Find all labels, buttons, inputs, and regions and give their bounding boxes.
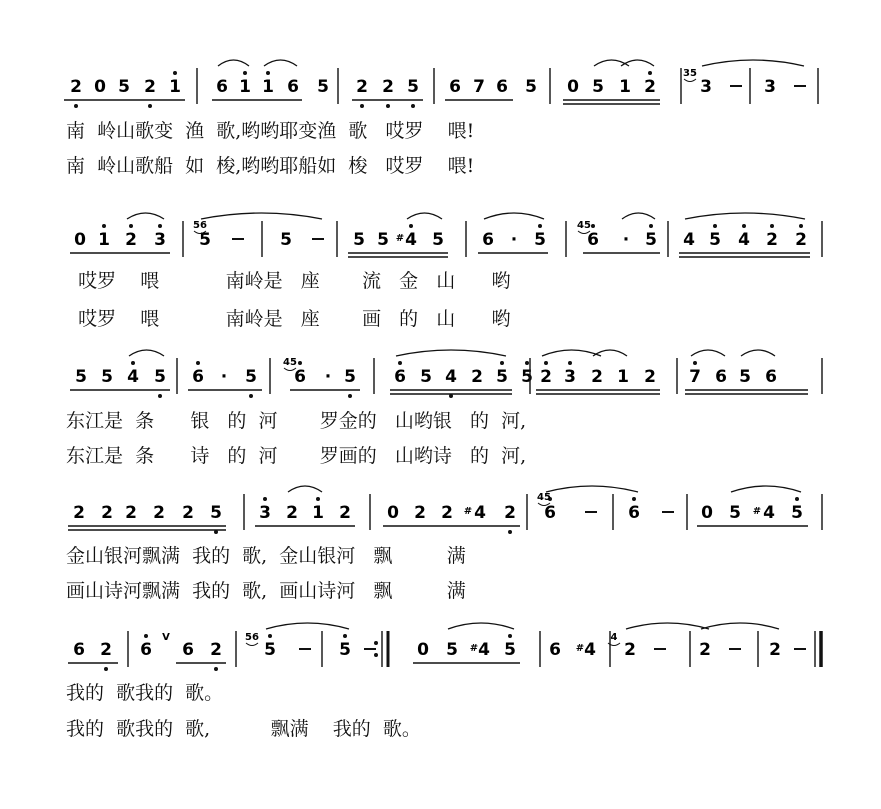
slur (622, 213, 655, 219)
octave-dot (144, 634, 148, 638)
repeat-dot (374, 653, 378, 657)
octave-dot (348, 394, 352, 398)
lyric-line: 东江是 条 诗 的 河 罗画的 山哟诗 的 河, (66, 445, 527, 467)
repeat-dot (374, 641, 378, 645)
octave-dot (196, 361, 200, 365)
note: 2 (144, 77, 156, 97)
note: 2 (382, 77, 394, 97)
note: 5 (339, 640, 351, 660)
octave-dot (632, 497, 636, 501)
octave-dot (742, 224, 746, 228)
note: 4 (763, 503, 775, 523)
note: 4 (474, 503, 486, 523)
note: 5 (592, 77, 604, 97)
note: 1 (617, 367, 629, 387)
slur (701, 623, 779, 629)
octave-dot (173, 71, 177, 75)
note: 6 (394, 367, 406, 387)
grace-note: 45 (283, 357, 297, 368)
note: 6 (140, 640, 152, 660)
note: 4 (478, 640, 490, 660)
note: 2 (356, 77, 368, 97)
note: 2 (540, 367, 552, 387)
sharp-sign: # (463, 506, 473, 517)
slur (594, 60, 629, 66)
dot-note: · (622, 230, 630, 250)
grace-note: 45 (537, 492, 551, 503)
note: 2 (339, 503, 351, 523)
octave-dot (158, 394, 162, 398)
octave-dot (243, 71, 247, 75)
note: 4 (405, 230, 417, 250)
note: 5 (432, 230, 444, 250)
note: 6 (587, 230, 599, 250)
octave-dot (266, 71, 270, 75)
note: 1 (169, 77, 181, 97)
note: 5 (210, 503, 222, 523)
octave-dot (795, 497, 799, 501)
octave-dot (249, 394, 253, 398)
slur (448, 623, 514, 629)
slur (691, 350, 725, 356)
octave-dot (268, 634, 272, 638)
note: 2 (101, 503, 113, 523)
breath-mark: V (162, 632, 170, 643)
note: 2 (644, 367, 656, 387)
note: 6 (192, 367, 204, 387)
note: 5 (645, 230, 657, 250)
lyric-line: 金山银河飘满 我的 歌, 金山银河 飘 满 (66, 545, 466, 567)
note: 3 (764, 77, 776, 97)
note: 6 (216, 77, 228, 97)
octave-dot (104, 667, 108, 671)
slur (731, 486, 801, 492)
note: 5 (420, 367, 432, 387)
note: 3 (259, 503, 271, 523)
note: 1 (312, 503, 324, 523)
lyric-line: 哎罗 喂 南岭是 座 画 的 山 哟 (66, 308, 511, 330)
octave-dot (693, 361, 697, 365)
note: 2 (644, 77, 656, 97)
octave-dot (411, 104, 415, 108)
note: 2 (125, 230, 137, 250)
octave-dot (544, 361, 548, 365)
note: 5 (739, 367, 751, 387)
slur (621, 60, 654, 66)
octave-dot (74, 104, 78, 108)
slur (264, 60, 297, 66)
note: 5 (504, 640, 516, 660)
note: 3 (700, 77, 712, 97)
octave-dot (591, 224, 595, 228)
octave-dot (525, 361, 529, 365)
note: 2 (153, 503, 165, 523)
note: 5 (521, 367, 533, 387)
slur (702, 60, 804, 66)
octave-dot (508, 530, 512, 534)
note: 1 (98, 230, 110, 250)
note: 6 (549, 640, 561, 660)
octave-dot (102, 224, 106, 228)
octave-dot (568, 361, 572, 365)
note: 3 (564, 367, 576, 387)
octave-dot (158, 224, 162, 228)
grace-slur (246, 643, 258, 646)
note: 5 (407, 77, 419, 97)
lyric-line: 南 岭山歌船 如 梭,哟哟耶船如 梭 哎罗 喂! (66, 155, 475, 177)
slur (266, 623, 349, 629)
grace-note: 56 (245, 632, 259, 643)
note: 5 (344, 367, 356, 387)
octave-dot (649, 224, 653, 228)
note: 2 (624, 640, 636, 660)
note: 4 (738, 230, 750, 250)
lyric-line: 哎罗 喂 南岭是 座 流 金 山 哟 (66, 270, 511, 292)
grace-note: 35 (683, 68, 697, 79)
slur (741, 350, 775, 356)
note: 2 (210, 640, 222, 660)
note: 1 (619, 77, 631, 97)
slur (546, 486, 638, 492)
sharp-sign: # (395, 233, 405, 244)
note: 0 (567, 77, 579, 97)
octave-dot (263, 497, 267, 501)
note: 4 (127, 367, 139, 387)
octave-dot (360, 104, 364, 108)
note: 5 (101, 367, 113, 387)
octave-dot (713, 224, 717, 228)
slur (484, 213, 544, 219)
note: 5 (317, 77, 329, 97)
octave-dot (500, 361, 504, 365)
slur (288, 486, 322, 492)
note: 2 (471, 367, 483, 387)
note: 4 (445, 367, 457, 387)
note: 6 (449, 77, 461, 97)
octave-dot (398, 361, 402, 365)
note: 6 (73, 640, 85, 660)
note: 0 (701, 503, 713, 523)
note: 5 (709, 230, 721, 250)
lyric-line: 东江是 条 银 的 河 罗金的 山哟银 的 河, (66, 410, 527, 432)
note: 6 (765, 367, 777, 387)
octave-dot (799, 224, 803, 228)
note: 3 (154, 230, 166, 250)
octave-dot (538, 224, 542, 228)
note: 4 (683, 230, 695, 250)
note: 2 (182, 503, 194, 523)
note: 2 (504, 503, 516, 523)
octave-dot (148, 104, 152, 108)
note: 2 (766, 230, 778, 250)
lyric-line: 画山诗河飘满 我的 歌, 画山诗河 飘 满 (66, 580, 466, 602)
note: 5 (118, 77, 130, 97)
note: 0 (74, 230, 86, 250)
note: 7 (689, 367, 701, 387)
note: 2 (286, 503, 298, 523)
octave-dot (648, 71, 652, 75)
sharp-sign: # (575, 643, 585, 654)
octave-dot (316, 497, 320, 501)
note: 2 (414, 503, 426, 523)
lyric-line: 南 岭山歌变 渔 歌,哟哟耶变渔 歌 哎罗 喂! (66, 120, 475, 142)
slur (407, 213, 442, 219)
slur (201, 213, 322, 219)
octave-dot (386, 104, 390, 108)
sharp-sign: # (752, 506, 762, 517)
note: 5 (280, 230, 292, 250)
octave-dot (343, 634, 347, 638)
note: 2 (70, 77, 82, 97)
note: 2 (769, 640, 781, 660)
note: 6 (544, 503, 556, 523)
note: 6 (182, 640, 194, 660)
note: 5 (199, 230, 211, 250)
note: 1 (262, 77, 274, 97)
slur (127, 213, 164, 219)
note: 0 (94, 77, 106, 97)
octave-dot (770, 224, 774, 228)
note: 2 (125, 503, 137, 523)
grace-note: 4 (610, 632, 618, 643)
note: 5 (729, 503, 741, 523)
dot-note: · (510, 230, 518, 250)
note: 2 (100, 640, 112, 660)
slur (218, 60, 249, 66)
note: 5 (353, 230, 365, 250)
note: 5 (264, 640, 276, 660)
note: 2 (591, 367, 603, 387)
dot-note: · (220, 367, 228, 387)
note: 5 (446, 640, 458, 660)
lyric-line: 我的 歌我的 歌, 飘满 我的 歌。 (66, 718, 421, 740)
grace-note: 56 (193, 220, 207, 231)
note: 1 (239, 77, 251, 97)
note: 4 (584, 640, 596, 660)
octave-dot (131, 361, 135, 365)
note: 6 (496, 77, 508, 97)
octave-dot (129, 224, 133, 228)
lyric-line: 我的 歌我的 歌。 (66, 682, 224, 704)
note: 0 (417, 640, 429, 660)
note: 6 (287, 77, 299, 97)
note: 6 (715, 367, 727, 387)
sharp-sign: # (469, 643, 479, 654)
note: 6 (482, 230, 494, 250)
octave-dot (409, 224, 413, 228)
note: 2 (73, 503, 85, 523)
note: 6 (294, 367, 306, 387)
note: 5 (534, 230, 546, 250)
note: 0 (387, 503, 399, 523)
octave-dot (298, 361, 302, 365)
note: 5 (245, 367, 257, 387)
note: 5 (525, 77, 537, 97)
octave-dot (214, 667, 218, 671)
slur (396, 350, 506, 356)
note: 2 (441, 503, 453, 523)
note: 2 (699, 640, 711, 660)
octave-dot (508, 634, 512, 638)
slur (685, 213, 805, 219)
slur (542, 350, 601, 356)
dot-note: · (324, 367, 332, 387)
note: 7 (473, 77, 485, 97)
note: 5 (496, 367, 508, 387)
note: 5 (791, 503, 803, 523)
note: 5 (154, 367, 166, 387)
slur (129, 350, 164, 356)
grace-note: 45 (577, 220, 591, 231)
slur (626, 623, 709, 629)
note: 2 (795, 230, 807, 250)
note: 5 (75, 367, 87, 387)
grace-slur (684, 79, 696, 82)
note: 5 (377, 230, 389, 250)
note: 6 (628, 503, 640, 523)
